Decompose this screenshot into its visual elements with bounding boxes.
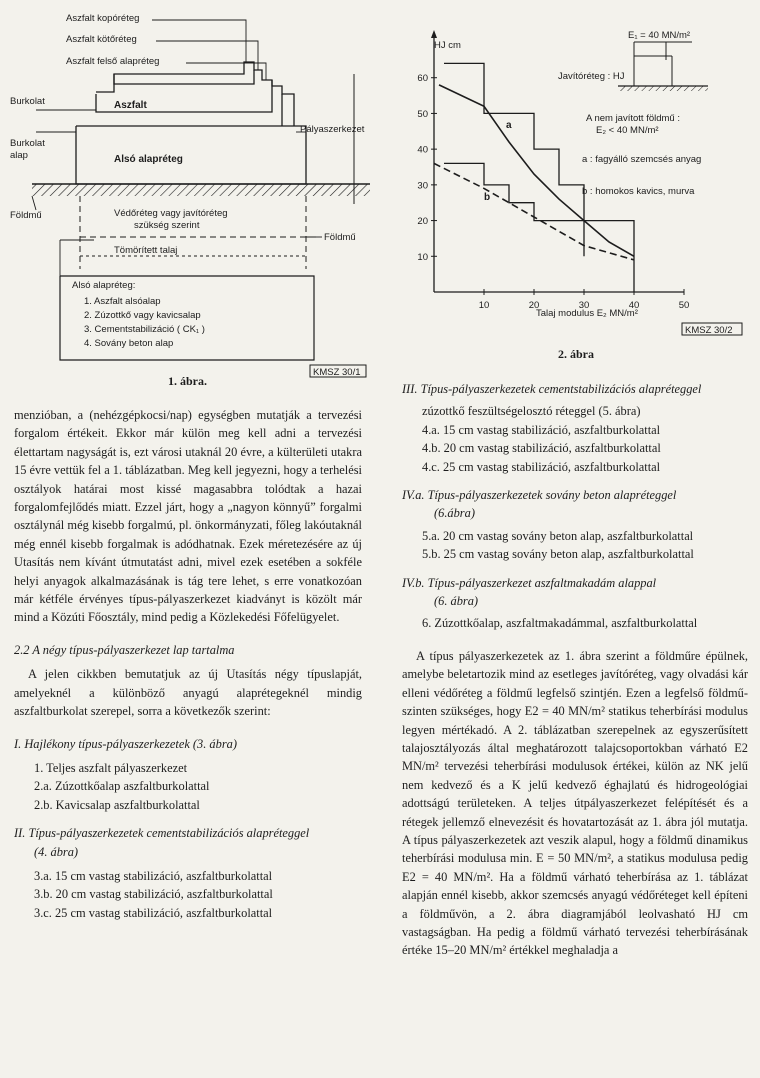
x-tick-label: 10	[478, 300, 490, 311]
list-item-IVb-1: 6. Zúzottkőalap, aszfaltmakadámmal, aszfaltburkolattal	[422, 616, 698, 631]
label-tomoritett-talaj: Tömörített talaj	[114, 245, 178, 256]
figure-1	[4, 4, 370, 390]
right-column	[402, 380, 748, 960]
label-foldmu-left: Földmű	[10, 210, 42, 221]
list-item-IVa-2: 5.b. 25 cm vastag sovány beton alap, aszfaltburkolattal	[422, 547, 694, 562]
figure-2-chart	[396, 4, 758, 350]
list-item-I-1: 1. Teljes aszfalt pályaszerkezet	[34, 760, 188, 775]
heading-IVa-line-2: (6.ábra)	[434, 506, 475, 521]
heading-IVb-line-2: (6. ábra)	[434, 594, 479, 609]
fig1-stamp: KMSZ 30/1	[313, 367, 361, 378]
y-tick-label: 50	[417, 108, 428, 120]
x-tick-label: 20	[528, 300, 540, 311]
label-vedoreteg-2: szükség szerint	[134, 220, 200, 231]
series-line-a	[439, 85, 634, 256]
x-tick-label: 40	[628, 300, 640, 311]
series-line-a-steps	[444, 63, 634, 292]
list-item-III-2: 4.b. 20 cm vastag stabilizáció, aszfaltburkolattal	[422, 441, 661, 456]
box-item-2: 2. Zúzottkő vagy kavicsalap	[84, 310, 201, 321]
y-axis-arrow	[431, 30, 437, 38]
heading-II-line-1: II. Típus-pályaszerkezetek cementstabilizációs alapréteggel	[14, 826, 310, 841]
list-item-II-3: 3.c. 25 cm vastag stabilizáció, aszfaltburkolattal	[34, 905, 273, 920]
label-vedoreteg-1: Védőréteg vagy javítóréteg	[114, 208, 228, 219]
label-also-alapreteg: Alsó alapréteg	[114, 154, 183, 165]
label-felso-alapreteg: Aszfalt felső alapréteg	[66, 56, 160, 67]
list-item-I-2: 2.a. Zúzottkőalap aszfaltburkolattal	[34, 779, 210, 794]
left-paragraph-2: A jelen cikkben bemutatjuk az új Utasítás négy típuslapját, amelyeknél a különböző anyagú alaprétegeknél mindig aszfaltburkolat szerepel, sorra a következők szerint:	[14, 667, 362, 719]
figure-1-drawing	[4, 4, 370, 390]
box-item-4: 4. Sovány beton alap	[84, 338, 174, 349]
label-burkolat-alap-2: alap	[10, 150, 28, 161]
left-column	[14, 406, 362, 922]
y-tick-label: 40	[417, 144, 428, 156]
left-paragraph-1: menzióban, a (nehézgépkocsi/nap) egységben mutatják a tervezési forgalom értékeit. Ekkor már külön meg kell adni a tervezési élettartam nagyságát is, ezt városi utaknál 20 évre, a külterületi utakra 15 évre vettük fel a 1. táblázatban. Meg kell jegyezni, hogy a terhelési osztályok határai most kissé magasabbra tolódtak a hazai forgalomfejlődés miatt. Ezzel járt, hogy a „nagyon könnyű” forgalmi osztálynál még kisebb forgalmú, pl. önkormányzati, főleg lakóutaknál még ennél kisebb forgalmak is adódhatnak. Ezek méretezésére az új Utasítás nem kívánt útmutatást adni, mivel ezek esetében a sokféle helyi anyagok alkalmazásának is tág tere lehet, s erre vonatkozóan már kétféle érvényes típus-pályaszerkezet kiadványt is közölt már mind a Közúti Főosztály, mind pedig a Közlekedési Főfelügyelet.	[14, 408, 362, 625]
box-item-3: 3. Cementstabilizáció ( CK₁ )	[84, 324, 205, 335]
legend-a: a : fagyálló szemcsés anyag	[582, 154, 702, 165]
inset-javitoreteg: Javítóréteg : HJ	[558, 71, 625, 82]
label-kopo: Aszfalt kopóréteg	[66, 13, 140, 24]
y-tick-label: 60	[417, 73, 428, 85]
figure-2	[396, 4, 758, 350]
box-item-1: 1. Aszfalt alsóalap	[84, 296, 161, 307]
label-aszfalt: Aszfalt	[114, 100, 147, 111]
fig1-caption: 1. ábra.	[168, 374, 207, 388]
y-tick-label: 20	[417, 216, 428, 228]
x-tick-label: 30	[578, 300, 590, 311]
list-item-II-1: 3.a. 15 cm vastag stabilizáció, aszfaltburkolattal	[34, 868, 273, 883]
list-item-III-3: 4.c. 25 cm vastag stabilizáció, aszfaltburkolattal	[422, 459, 661, 474]
heading-III-line-2: zúzottkő feszültségelosztó réteggel (5. ábra)	[422, 404, 641, 419]
label-burkolat-alap-1: Burkolat	[10, 138, 45, 149]
label-burkolat: Burkolat	[10, 96, 45, 107]
list-item-IVa-1: 5.a. 20 cm vastag sovány beton alap, aszfaltburkolattal	[422, 528, 694, 543]
heading-III-line-1: III. Típus-pályaszerkezetek cementstabilizációs alapréteggel	[402, 382, 702, 396]
fig2-caption: 2. ábra	[558, 347, 594, 361]
curve-label-a: a	[506, 120, 512, 131]
heading-IVb-line-1: IV.b. Típus-pályaszerkezet aszfaltmakadám alappal	[402, 575, 657, 590]
list-item-I-3: 2.b. Kavicsalap aszfaltburkolattal	[34, 797, 200, 812]
heading-IVa-line-1: IV.a. Típus-pályaszerkezetek sovány beton alapréteggel	[402, 488, 677, 503]
inset-sketch	[558, 30, 708, 197]
label-koto: Aszfalt kötőréteg	[66, 34, 137, 45]
x-axis-title: Talaj modulus E₂ MN/m²	[536, 308, 638, 319]
list-item-III-1: 4.a. 15 cm vastag stabilizáció, aszfaltburkolattal	[422, 422, 661, 437]
inset-nem-javitott-2: E₂ < 40 MN/m²	[596, 125, 659, 136]
inset-e1: E₁ = 40 MN/m²	[628, 30, 691, 41]
heading-I: I. Hajlékony típus-pályaszerkezetek (3. ábra)	[14, 736, 237, 751]
fig2-stamp: KMSZ 30/2	[685, 325, 733, 336]
inset-nem-javitott-1: A nem javított földmű :	[586, 113, 680, 124]
x-tick-label: 50	[678, 300, 690, 311]
y-tick-label: 10	[417, 251, 428, 263]
y-axis-title: HJ cm	[434, 40, 461, 51]
label-foldmu-right: Földmű	[324, 232, 356, 243]
curve-label-b: b	[484, 192, 491, 203]
legend-b: b : homokos kavics, murva	[582, 186, 695, 197]
label-palyaszerkezet: Pályaszerkezet	[300, 124, 365, 135]
box-title: Alsó alapréteg:	[72, 280, 136, 291]
right-paragraph-main: A típus pályaszerkezetek az 1. ábra szerint a földműre épülnek, amelybe beletartozik mind az esetleges javítóréteg, vagy olvadási kár elleni védőréteg a földmű legfelső szintjén. Ezen a legfelső földmű-szinten szükséges, hogy E2 = 40 MN/m² statikus teherbírási modulus legyen mértékadó. A 2. táblázatban szerepelnek az egyszerűsített talajosztályozás által meghatározott talajcsoportokban várható E2 MN/m² tervezési teherbírási modulusok értékei, külön az NK jelű nem kedvező és a K jelű kedvező éghajlatú és hidrogeológiai adottságú területeken. A teljes útpályaszerkezet felépítését és a rétegek jellemző elnevezésit és hovatartozását az 1. ábra jól mutatja. A típus pályaszerkezetek azt veszik alapul, hogy a földmű dinamikus teherbírási modulusa min. E = 50 MN/m², a statikus modulusa pedig E2 = 40 MN/m². Ha a földmű várható teherbírása az 1. táblázat alapján ennél kisebb, akkor szemcsés anyagú védőréteget kell építeni a földművön, a 2. ábra diagramjából leolvasható HJ cm vastagságban. Ha pedig a földmű várható tervezési teherbírásának értéke 15–20 MN/m² értékkel meghaladja a	[402, 648, 748, 958]
heading-II-line-2: (4. ábra)	[34, 844, 79, 859]
list-item-II-2: 3.b. 20 cm vastag stabilizáció, aszfaltburkolattal	[34, 887, 273, 902]
heading-2-2: 2.2 A négy típus-pályaszerkezet lap tartalma	[14, 642, 235, 657]
y-tick-label: 30	[417, 180, 428, 192]
series-line-b-steps	[444, 163, 584, 256]
